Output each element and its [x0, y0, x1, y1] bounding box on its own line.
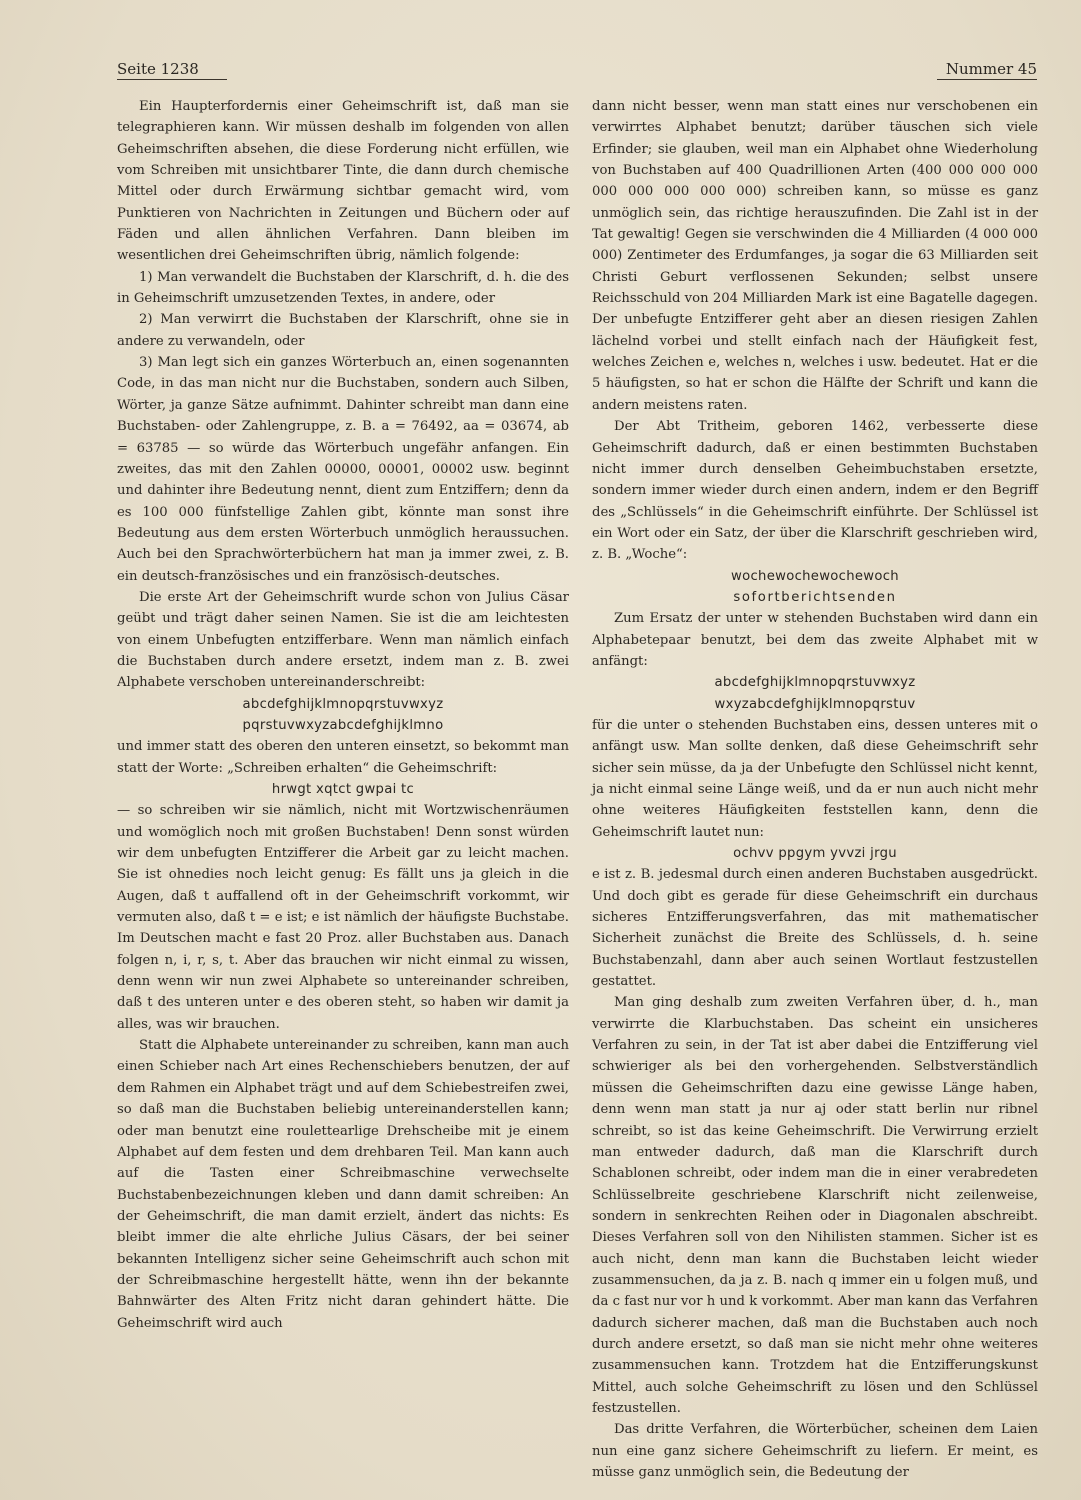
- paragraph: Zum Ersatz der unter w stehenden Buchstaben wird dann ein Alphabetepaar benutzt, bei dem das zweite Alphabet mit w anfängt:: [592, 611, 1038, 669]
- alphabet-line: abcdefghijklmnopqrstuvwxyz: [714, 675, 916, 691]
- list-item: 3) Man legt sich ein ganzes Wörterbuch an, einen sogenannten Code, in das man nicht nur die Buchstaben, sondern auch Silben, Wörter, ja ganze Sätze aufnimmt. Dahinter schreibt man dann eine Buchstaben- oder Zahlengruppe, z. B. a = 76492, aa = 03674, ab = 63785 — so würde das Wörterbuch ungefähr anfangen. Ein zweites, das mit den Zahlen 00000, 00001, 00002 usw. beginnt und dahinter ihre Bedeutung nennt, dient zum Entziffern; denn da es 100 000 fünfstellige Zahlen gibt, könnte man sonst ihre Bedeutung aus dem ersten Wörterbuch unmöglich heraussuchen. Auch bei den Sprachwörterbüchern hat man ja immer zwei, z. B. ein deutsch-französisches und ein französisch-deutsches.: [117, 355, 569, 584]
- list-item: 2) Man verwirrt die Buchstaben der Klarschrift, ohne sie in andere zu verwandeln, oder: [117, 312, 569, 349]
- alphabet-line: wxyzabcdefghijklmnopqrstuv: [714, 696, 916, 712]
- alphabet-line: pqrstuvwxyzabcdefghijklmno: [242, 717, 444, 733]
- issue-number: Nummer 45: [945, 60, 1037, 78]
- page-header: [117, 60, 1037, 80]
- page-number: Seite 1238: [117, 60, 199, 78]
- cipher-example: ochvv ppgym yvvzi jrgu: [733, 846, 897, 862]
- paragraph: — so schreiben wir sie nämlich, nicht mit Wortzwischenräumen und womöglich noch mit großen Buchstaben! Denn sonst würden wir dem unbefugten Entzifferer die Arbeit gar zu leicht machen. Sie ist ohnedies noch leicht genug: Es fällt uns ja gleich in die Augen, daß t auffallend oft in der Geheimschrift vorkommt, wir vermuten also, daß t = e ist; e ist nämlich der häufigste Buchstabe. Im Deutschen macht e fast 20 Proz. aller Buchstaben aus. Danach folgen n, i, r, s, t. Aber das brauchen wir nicht einmal zu wissen, denn wenn wir nun zwei Alphabete so untereinander schreiben, daß t des unteren unter e des oberen steht, so haben wir damit ja alles, was wir brauchen.: [117, 803, 569, 1032]
- paragraph: Man ging deshalb zum zweiten Verfahren über, d. h., man verwirrte die Klarbuchstaben. Das scheint ein unsicheres Verfahren zu sein, in der Tat ist aber dabei die Entzifferung viel schwieriger als bei den vorhergehenden. Selbstverständlich müssen die Geheimschriften dazu eine gewisse Länge haben, denn wenn man statt ja nur aj oder statt berlin nur ribnel schreibt, so ist das keine Geheimschrift. Die Verwirrung erzielt man entweder dadurch, daß man die Klarschrift durch Schablonen schreibt, oder indem man die in einer verabredeten Schlüsselbreite geschriebene Klarschrift nicht zeilenweise, sondern in senkrechten Reihen oder in Diagonalen abschreibt. Dieses Verfahren soll von den Nihilisten stammen. Sicher ist es auch nicht, denn man kann die Buchstaben leicht wieder zusammensuchen, da ja z. B. nach q immer ein u folgen muß, und da c fast nur vor h und k vorkommt. Aber man kann das Verfahren dadurch sicherer machen, daß man die Buchstaben auch noch durch andere ersetzt, so daß man sie nicht mehr ohne weiteres zusammensuchen kann. Trotzdem hat die Entzifferungskunst Mittel, auch solche Geheimschrift zu lösen und den Schlüssel festzustellen.: [592, 995, 1038, 1416]
- paragraph: für die unter o stehenden Buchstaben eins, dessen unteres mit o anfängt usw. Man sollte denken, daß diese Geheimschrift sehr sicher sein müsse, da ja der Unbefugte den Schlüssel nicht kennt, ja nicht einmal seine Länge weiß, und da er nun auch nicht mehr ohne weiteres Häufigkeiten feststellen kann, denn die Geheimschrift lautet nun:: [592, 717, 1038, 840]
- right-column: [592, 96, 1038, 1483]
- left-column: [117, 96, 569, 1334]
- paragraph: e ist z. B. jedesmal durch einen anderen Buchstaben ausgedrückt. Und doch gibt es gerade für diese Geheimschrift ein durchaus sicheres Entzifferungsverfahren, das mit mathematischer Sicherheit zunächst die Breite des Schlüssels, d. h. seine Buchstabenzahl, dann aber auch seinen Wortlaut festzustellen gestattet.: [592, 867, 1038, 990]
- header-rule-left: [117, 79, 227, 80]
- paragraph: Die erste Art der Geheimschrift wurde schon von Julius Cäsar geübt und trägt daher seinen Namen. Sie ist die am leichtesten von einem Unbefugten entzifferbare. Wenn man nämlich einfach die Buchstaben durch andere ersetzt, indem man z. B. zwei Alphabete verschoben untereinanderschreibt:: [117, 589, 569, 691]
- paragraph: und immer statt des oberen den unteren einsetzt, so bekommt man statt der Worte: „Schreiben erhalten“ die Geheimschrift:: [117, 739, 569, 776]
- header-rule-right: [937, 79, 1037, 80]
- list-item: 1) Man verwandelt die Buchstaben der Klarschrift, d. h. die des in Geheimschrift umzusetzenden Textes, in andere, oder: [117, 269, 569, 307]
- key-line: wochewochewochewoch: [731, 568, 899, 584]
- paragraph: Der Abt Tritheim, geboren 1462, verbesserte diese Geheimschrift dadurch, daß er einen bestimmten Buchstaben nicht immer durch denselben Geheimbuchstaben ersetzte, sondern immer wieder durch einen andern, indem er den Begriff des „Schlüssels“ in die Geheimschrift einführte. Der Schlüssel ist ein Wort oder ein Satz, der über die Klarschrift geschrieben wird, z. B. „Woche“:: [592, 419, 1038, 563]
- alphabet-line: abcdefghijklmnopqrstuvwxyz: [242, 696, 444, 712]
- cipher-example: hrwgt xqtct gwpai tc: [271, 782, 415, 797]
- paragraph: dann nicht besser, wenn man statt eines nur verschobenen ein verwirrtes Alphabet benutzt; darüber täuschen sich viele Erfinder; sie glauben, weil man ein Alphabet ohne Wiederholung von Buchstaben auf 400 Quadrillionen Arten (400 000 000 000 000 000 000 000 000) schreiben kann, so müsse es ganz unmöglich sein, das richtige herauszufinden. Die Zahl ist in der Tat gewaltig! Gegen sie verschwinden die 4 Milliarden (4 000 000 000) Zentimeter des Erdumfanges, ja sogar die 63 Milliarden seit Christi Geburt verflossenen Sekunden; selbst unsere Reichsschuld von 204 Milliarden Mark ist eine Bagatelle dagegen. Der unbefugte Entzifferer geht aber an diesen riesigen Zahlen lächelnd vorbei und stellt einfach nach der Häufigkeit fest, welches Zeichen e, welches n, welches i usw. bedeutet. Hat er die 5 häufigsten, so hat er schon die Hälfte der Schrift und kann die andern meistens raten.: [592, 99, 1038, 413]
- paragraph: Ein Haupterfordernis einer Geheimschrift ist, daß man sie telegraphieren kann. Wir müssen deshalb im folgenden von allen Geheimschriften absehen, die diese Forderung nicht erfüllen, wie vom Schreiben mit unsichtbarer Tinte, die dann durch chemische Mittel oder durch Erwärmung sichtbar gemacht wird, vom Punktieren von Nachrichten in Zeitungen und Büchern oder auf Fäden und allen ähnlichen Verfahren. Dann bleiben im wesentlichen drei Geheimschriften übrig, nämlich folgende:: [117, 99, 569, 264]
- paragraph: Statt die Alphabete untereinander zu schreiben, kann man auch einen Schieber nach Art eines Rechenschiebers benutzen, der auf dem Rahmen ein Alphabet trägt und auf dem Schiebestreifen zwei, so daß man die Buchstaben beliebig untereinanderstellen kann; oder man benutzt eine roulettearlige Drehscheibe mit je einem Alphabet auf dem festen und dem drehbaren Teil. Man kann auch auf die Tasten einer Schreibmaschine verwechselte Buchstabenbezeichnungen kleben und dann damit schreiben: An der Geheimschrift, die man damit erzielt, ändert das nichts: Es bleibt immer die alte ehrliche Julius Cäsars, der bei seiner bekannten Intelligenz sicher seine Geheimschrift auch schon mit der Schreibmaschine hergestellt hätte, wenn ihn der bekannte Bahnwärter des Alten Fritz nicht daran gehindert hätte. Die Geheimschrift wird auch: [117, 1038, 569, 1331]
- plaintext-line: sofortberichtsenden: [733, 589, 897, 605]
- paragraph: Das dritte Verfahren, die Wörterbücher, scheinen dem Laien nun eine ganz sichere Geheimschrift zu liefern. Er meint, es müsse ganz unmöglich sein, die Bedeutung der: [592, 1422, 1038, 1480]
